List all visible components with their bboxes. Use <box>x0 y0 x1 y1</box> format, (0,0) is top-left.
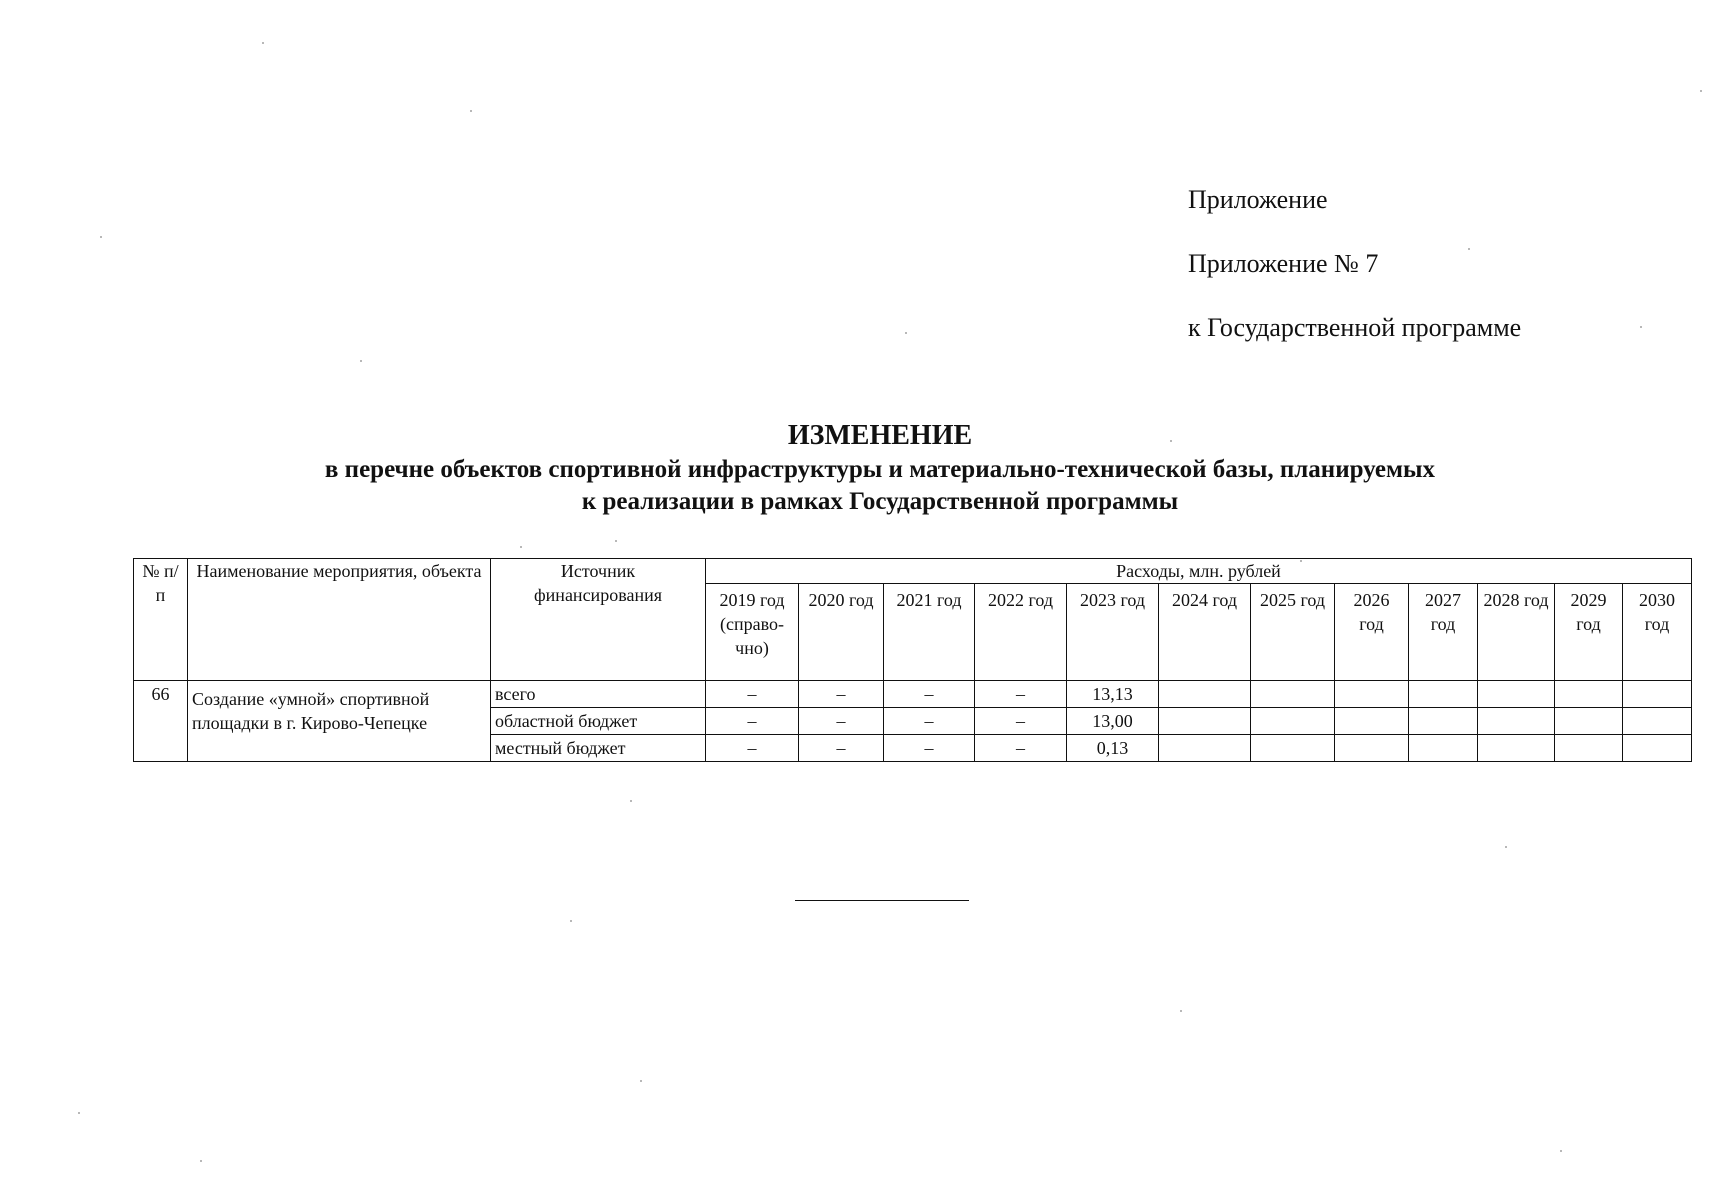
value-cell <box>1623 681 1692 708</box>
value-cell: – <box>975 681 1067 708</box>
header-year-2026: 2026 год <box>1335 584 1409 681</box>
expenses-table <box>133 558 1692 762</box>
value-cell <box>1409 735 1478 762</box>
value-cell: – <box>706 735 799 762</box>
title-subtitle-line-1: в перечне объектов спортивной инфраструктуры и материально-технической базы, планируемых <box>324 456 1436 483</box>
entry-source: всего <box>491 681 706 708</box>
title-subtitle-line-2: к реализации в рамках Государственной программы <box>581 488 1179 515</box>
value-cell <box>1555 681 1623 708</box>
value-cell: – <box>706 681 799 708</box>
header-year-2030: 2030 год <box>1623 584 1692 681</box>
value-cell <box>1159 681 1251 708</box>
value-cell <box>1159 735 1251 762</box>
value-cell: 13,00 <box>1067 708 1159 735</box>
table-row <box>134 681 1692 708</box>
value-cell <box>1555 735 1623 762</box>
header-year-2028: 2028 год <box>1478 584 1555 681</box>
appendix-line-1: Приложение <box>1188 185 1328 214</box>
value-cell <box>1555 708 1623 735</box>
value-cell <box>1335 681 1409 708</box>
value-cell: – <box>975 708 1067 735</box>
document-title <box>0 418 1720 518</box>
header-year-2024: 2024 год <box>1159 584 1251 681</box>
value-cell: – <box>799 735 884 762</box>
header-year-2025: 2025 год <box>1251 584 1335 681</box>
value-cell <box>1251 681 1335 708</box>
value-cell <box>1478 735 1555 762</box>
header-year-2020: 2020 год <box>799 584 884 681</box>
value-cell: 13,13 <box>1067 681 1159 708</box>
value-cell: – <box>799 681 884 708</box>
value-cell: – <box>884 735 975 762</box>
header-year-2027: 2027 год <box>1409 584 1478 681</box>
value-cell: – <box>884 708 975 735</box>
appendix-line-2: Приложение № 7 <box>1188 249 1379 278</box>
closing-rule <box>795 900 969 901</box>
entry-source: областной бюджет <box>491 708 706 735</box>
value-cell <box>1251 735 1335 762</box>
header-row-1 <box>134 559 1692 584</box>
value-cell: – <box>799 708 884 735</box>
entry-num: 66 <box>134 681 188 762</box>
header-num: № п/п <box>134 559 188 681</box>
entry-name: Создание «умной» спортивной площадки в г. Кирово-Чепецке <box>188 681 491 762</box>
appendix-line-3: к Государственной программе <box>1188 313 1522 342</box>
header-expenses: Расходы, млн. рублей <box>706 559 1692 584</box>
value-cell <box>1159 708 1251 735</box>
value-cell <box>1335 708 1409 735</box>
value-cell <box>1623 708 1692 735</box>
value-cell: – <box>884 681 975 708</box>
value-cell <box>1623 735 1692 762</box>
header-year-2022: 2022 год <box>975 584 1067 681</box>
value-cell: – <box>975 735 1067 762</box>
value-cell <box>1409 681 1478 708</box>
value-cell <box>1478 708 1555 735</box>
appendix-block <box>1188 184 1521 376</box>
header-source: Источник финансирования <box>491 559 706 681</box>
title-main: ИЗМЕНЕНИЕ <box>787 420 973 451</box>
header-year-2021: 2021 год <box>884 584 975 681</box>
value-cell <box>1478 681 1555 708</box>
value-cell <box>1251 708 1335 735</box>
header-name: Наименование мероприятия, объекта <box>188 559 491 681</box>
header-year-2023: 2023 год <box>1067 584 1159 681</box>
header-year-2019: 2019 год (справо-чно) <box>706 584 799 681</box>
header-year-2029: 2029 год <box>1555 584 1623 681</box>
value-cell: – <box>706 708 799 735</box>
value-cell: 0,13 <box>1067 735 1159 762</box>
value-cell <box>1409 708 1478 735</box>
value-cell <box>1335 735 1409 762</box>
entry-source: местный бюджет <box>491 735 706 762</box>
